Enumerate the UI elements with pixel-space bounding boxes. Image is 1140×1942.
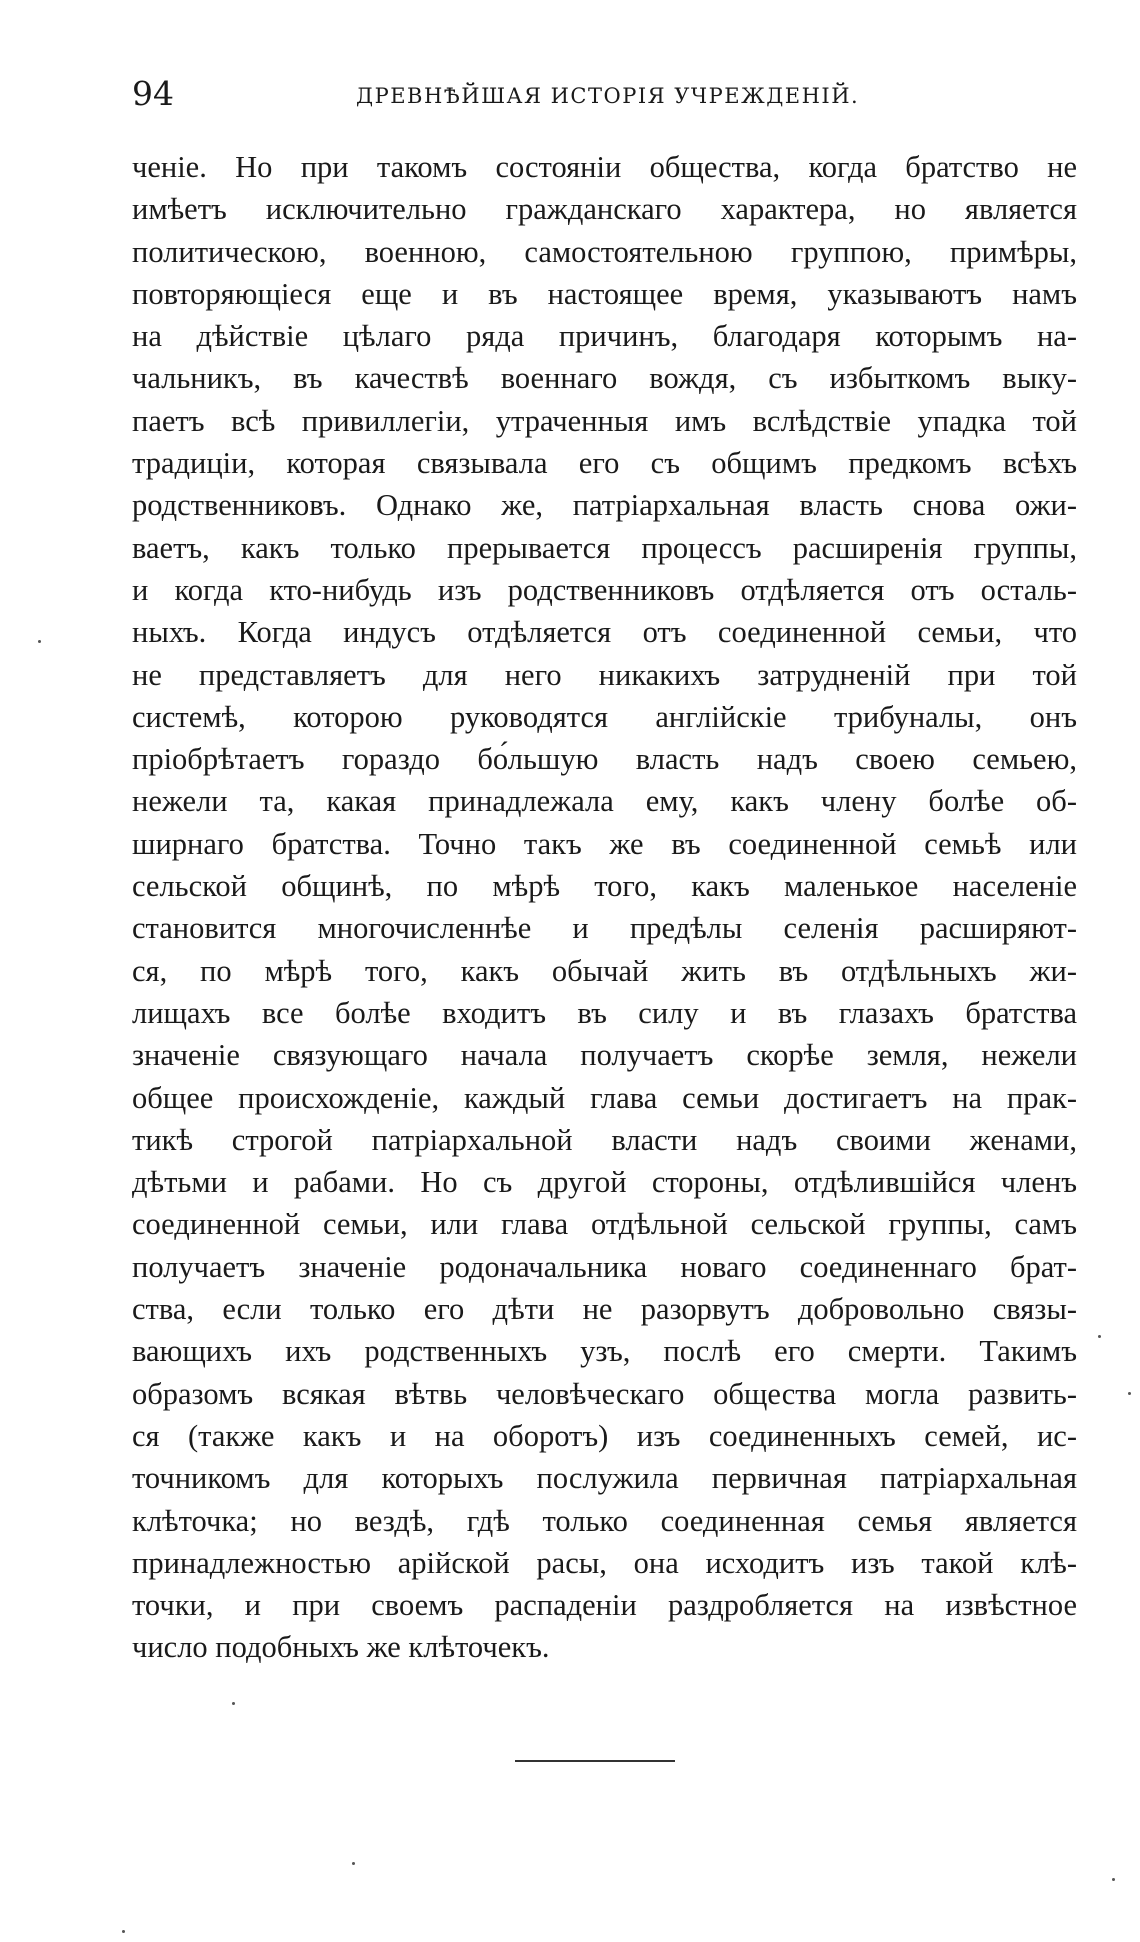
text-line: пріобрѣтаетъ гораздо бо́льшую власть надъ своею семьею, [132,742,1077,777]
text-line: тикѣ строгой патріархальной власти надъ своими женами, [132,1122,1077,1157]
text-line: традиціи, которая связывала его съ общимъ предкомъ всѣхъ [132,446,1077,481]
scan-speck [1128,1392,1131,1395]
body-text [132,146,1077,1669]
text-line: системѣ, которою руководятся англійскіе трибуналы, онъ [132,699,1077,734]
text-line: сельской общинѣ, по мѣрѣ того, какъ маленькое населеніе [132,869,1077,904]
scan-speck [232,1702,235,1705]
text-line: повторяющіеся еще и въ настоящее время, указываютъ намъ [132,276,1077,311]
text-line: соединенной семьи, или глава отдѣльной сельской группы, самъ [132,1207,1077,1242]
text-line: и когда кто-нибудь изъ родственниковъ отдѣляется отъ осталь- [132,572,1077,607]
scan-speck [352,1862,355,1865]
text-line: не представляетъ для него никакихъ затрудненій при той [132,657,1077,692]
text-line: значеніе связующаго начала получаетъ скорѣе земля, нежели [132,1038,1077,1073]
text-line: общее происхожденіе, каждый глава семьи достигаетъ на прак- [132,1080,1077,1115]
text-line: чальникъ, въ качествѣ военнаго вождя, съ избыткомъ выку- [132,361,1077,396]
text-line: ства, если только его дѣти не разорвутъ добровольно связы- [132,1292,1077,1327]
scan-speck [122,1930,125,1933]
scan-speck [38,640,41,643]
running-title: ДРЕВНѢЙШАЯ ИСТОРІЯ УЧРЕЖДЕНІЙ. [356,84,860,108]
text-line: ширнаго братства. Точно такъ же въ соединенной семьѣ или [132,826,1077,861]
text-line: политическою, военною, самостоятельною группою, примѣры, [132,234,1077,269]
text-line: ченіе. Но при такомъ состояніи общества, когда братство не [132,150,1077,184]
text-line: принадлежностью арійской расы, она исходитъ изъ такой клѣ- [132,1545,1077,1580]
scan-speck [1112,1878,1115,1881]
text-line: ся (также какъ и на оборотъ) изъ соединенныхъ семей, ис- [132,1418,1077,1453]
page-number: 94 [132,74,174,113]
section-end-rule [515,1760,675,1762]
text-line: паетъ всѣ привиллегіи, утраченныя имъ вслѣдствіе упадка той [132,403,1077,438]
text-line: родственниковъ. Однако же, патріархальная власть снова ожи- [132,488,1077,523]
text-line: ваетъ, какъ только прерывается процессъ расширенія группы, [132,530,1077,565]
text-line: имѣетъ исключительно гражданскаго характера, но является [132,192,1077,227]
text-line: образомъ всякая вѣтвь человѣческаго общества могла развить- [132,1376,1077,1411]
text-line: вающихъ ихъ родственныхъ узъ, послѣ его смерти. Такимъ [132,1334,1077,1369]
text-line: получаетъ значеніе родоначальника новаго соединеннаго брат- [132,1249,1077,1284]
text-line: ся, по мѣрѣ того, какъ обычай жить въ отдѣльныхъ жи- [132,953,1077,988]
text-line: на дѣйствіе цѣлаго ряда причинъ, благодаря которымъ на- [132,319,1077,354]
text-line: клѣточка; но вездѣ, гдѣ только соединенная семья является [132,1503,1077,1538]
text-line: точки, и при своемъ распаденіи раздробляется на извѣстное [132,1588,1077,1623]
text-line-last: число подобныхъ же клѣточекъ. [132,1630,550,1665]
text-line: нежели та, какая принадлежала ему, какъ члену болѣе об- [132,784,1077,819]
text-line: дѣтьми и рабами. Но съ другой стороны, отдѣлившійся членъ [132,1165,1077,1200]
text-line: лищахъ все болѣе входитъ въ силу и въ глазахъ братства [132,995,1077,1030]
running-head [132,74,1077,114]
text-line: становится многочисленнѣе и предѣлы селенія расширяют- [132,911,1077,946]
scan-speck [1098,1335,1101,1338]
text-line: ныхъ. Когда индусъ отдѣляется отъ соединенной семьи, что [132,615,1077,650]
text-line: точникомъ для которыхъ послужила первичная патріархальная [132,1461,1077,1496]
